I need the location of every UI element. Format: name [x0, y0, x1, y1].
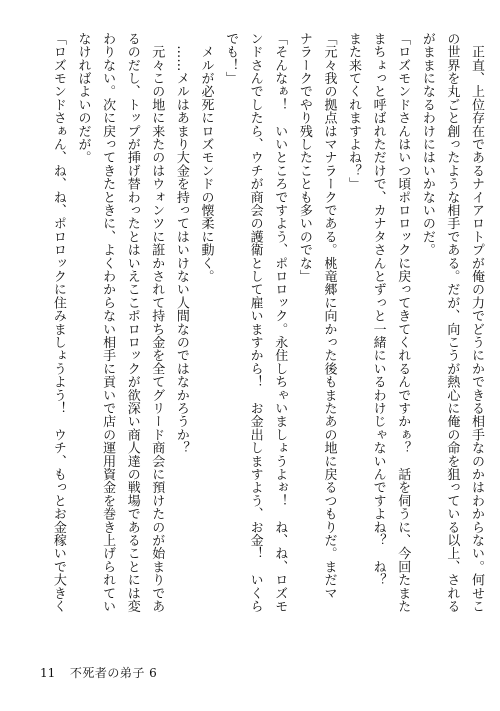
page-number: 11	[40, 666, 56, 680]
text-line: 正直、上位存在であるナイアロトプが俺の力でどうにかできる相手なのかはわからない。何せこ	[469, 32, 484, 613]
vertical-text-body	[32, 32, 488, 622]
text-line: ……メルはあまり大金を持ってはいけない人間なのではなかろうか？	[173, 32, 189, 455]
text-line: メルが必死にロズモンドの懐柔に動く。	[198, 32, 214, 283]
text-line: ンドさんでしたら、ウチが商会の護衛として雇いますから！ お金出しますよう、お金！ いくら	[247, 32, 263, 613]
text-line: でも！」	[223, 32, 239, 85]
book-title: 不死者の弟子 6	[69, 666, 158, 680]
text-line: 「ロズモンドさんはいつ頃ポロロックに戻ってきてくれるんですかぁ？ 話を伺うに、今回たまた	[395, 32, 411, 613]
text-line: 「ロズモンドさぁん、ね、ね、ポロロックに住みましょうよう！ ウチ、もっとお金稼いで大きく	[50, 32, 66, 613]
text-line: ナラークでやり残したことも多いのでな」	[296, 32, 312, 283]
page-footer	[40, 664, 157, 681]
text-line: 「元々我の拠点はマナラークである。桃竜郷に向かった後もまたあの地に戻るつもりだ。まだマ	[321, 32, 337, 600]
text-line: わりない。次に戻ってきたときに、よくわからない相手に貢いで店の運用資金を巻き上げられてい	[100, 32, 116, 613]
text-line: がままになるわけにはいかないのだ。	[419, 32, 435, 257]
text-line: の世界を丸ごと創ったような相手である。だが、向こうが熱心に俺の命を狙っている以上、される	[444, 32, 460, 613]
text-line: なければよいのだが。	[75, 32, 91, 164]
text-line: また来てくれますよね？」	[346, 32, 362, 191]
text-line: 「そんなぁ！ いいところですよう、ポロロック。永住しちゃいましょうよぉ！ ね、ね、ロズモ	[272, 32, 288, 613]
text-line: るのだし、トップが挿げ替わったとはいえここポロロックが欲深い商人達の戦場であることには変	[124, 32, 140, 613]
text-line: まちょっと呼ばれただけで、カナタさんとずっと一緒にいるわけじゃないんですよね？ ね？	[370, 32, 386, 587]
text-line: 元々この地に来たのはウォンツに誑かされて持ち金を全てグリード商会に預けたのが始まりであ	[149, 32, 165, 613]
